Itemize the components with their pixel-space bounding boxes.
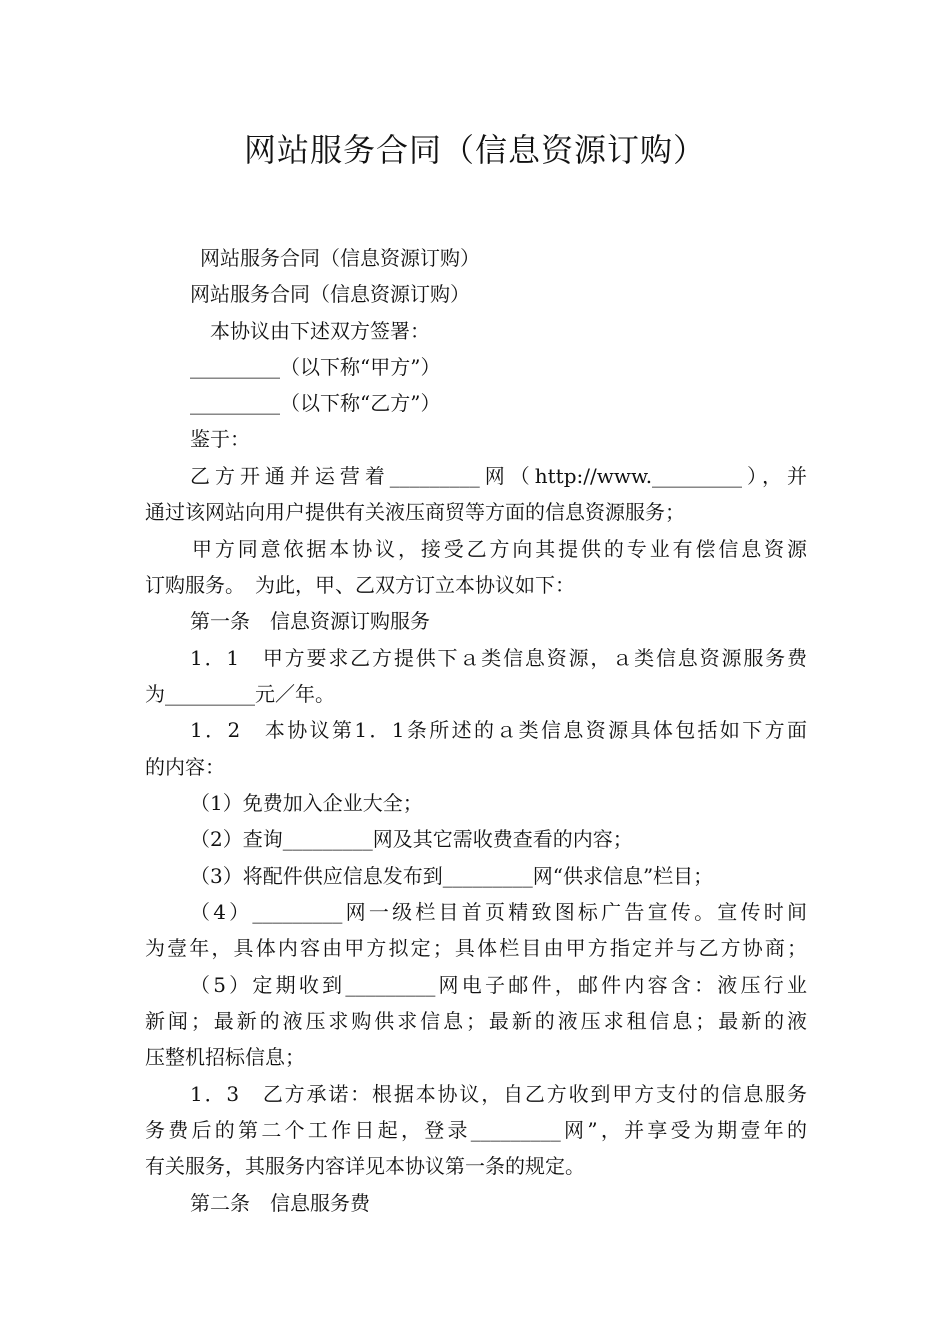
list-item: （4）_________网一级栏目首页精致图标广告宣传。宣传时间 — [190, 900, 807, 924]
list-item: （1）免费加入企业大全； — [190, 791, 423, 815]
clause-1-2-line: 1．2 本协议第1．1条所述的ａ类信息资源具体包括如下方面 — [190, 718, 807, 742]
subtitle-line-1: 网站服务合同（信息资源订购） — [200, 246, 480, 270]
list-item: 新闻；最新的液压求购供求信息；最新的液压求租信息；最新的液 — [145, 1009, 807, 1033]
paragraph-line: 甲方同意依据本协议，接受乙方向其提供的专业有偿信息资源 — [192, 537, 807, 561]
paragraph-line: 订购服务。 为此，甲、乙双方订立本协议如下： — [145, 573, 575, 597]
subtitle-line-2: 网站服务合同（信息资源订购） — [190, 282, 470, 306]
list-item: 压整机招标信息； — [145, 1045, 305, 1069]
article-2-heading: 第二条 信息服务费 — [190, 1191, 370, 1215]
clause-1-3-line: 1．3 乙方承诺：根据本协议，自乙方收到甲方支付的信息服务 — [190, 1082, 807, 1106]
article-1-heading: 第一条 信息资源订购服务 — [190, 609, 430, 633]
party-b-line: _________（以下称“乙方”） — [190, 391, 441, 415]
whereas-heading: 鉴于： — [190, 427, 250, 451]
list-item: （5）定期收到_________网电子邮件，邮件内容含：液压行业 — [190, 973, 807, 997]
paragraph-line: 乙方开通并运营着_________网（http://www._________），并 — [190, 464, 807, 488]
clause-1-1-line: 为_________元／年。 — [145, 682, 335, 706]
clause-1-3-line: 有关服务，其服务内容详见本协议第一条的规定。 — [145, 1154, 585, 1178]
document-title: 网站服务合同（信息资源订购） — [243, 131, 706, 169]
clause-1-3-line: 务费后的第二个工作日起，登录_________网”，并享受为期壹年的 — [145, 1118, 807, 1142]
party-a-line: _________（以下称“甲方”） — [190, 355, 441, 379]
list-item: 为壹年，具体内容由甲方拟定；具体栏目由甲方指定并与乙方协商； — [145, 936, 807, 960]
paragraph-line: 通过该网站向用户提供有关液压商贸等方面的信息资源服务； — [145, 500, 685, 524]
clause-1-1-line: 1．1 甲方要求乙方提供下ａ类信息资源，ａ类信息资源服务费 — [190, 646, 807, 670]
signing-intro: 本协议由下述双方签署： — [210, 319, 430, 343]
clause-1-2-line: 的内容： — [145, 755, 225, 779]
list-item: （3）将配件供应信息发布到_________网“供求信息”栏目； — [190, 864, 714, 888]
list-item: （2）查询_________网及其它需收费查看的内容； — [190, 827, 633, 851]
